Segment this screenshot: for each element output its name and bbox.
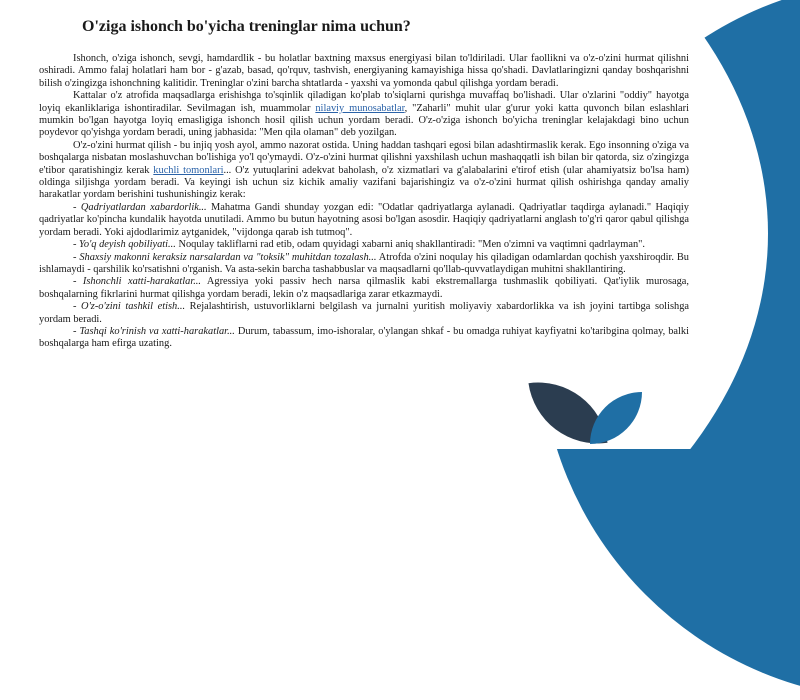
paragraph-text: , "Zaharli" muhit ular g'urur yoki katta quvonch bilan eslashlari mumkin bo'lgan hayotga loyiq emasligiga ishonch hosil qilish uchun yordam beradi. O'z-o'ziga ishonch bo'yicha treninglar kelajakdagi bino uchun poydevor qo'yishga yordam beradi, uning jabhasida: "Men qila olaman" deb yozilgan. bbox=[39, 102, 689, 139]
item-title: - Qadriyatlardan xabardorlik... bbox=[73, 201, 207, 213]
list-item bbox=[39, 276, 689, 301]
page-title: O'ziga ishonch bo'yicha treninglar nima uchun? bbox=[82, 18, 411, 35]
list-item bbox=[39, 326, 689, 351]
link-relationships[interactable]: nilaviy munosabatlar bbox=[315, 102, 405, 114]
item-title: - O'z-o'zini tashkil etish... bbox=[73, 301, 186, 313]
list-item bbox=[39, 301, 689, 326]
paragraph-text: ... O'z yutuqlarini adekvat baholash, o'z xizmatlari va g'alabalarini e'tirof etish (ular ahamiyatsiz bo'lsa ham) oldinga siljishga yordam beradi. Va keyingi ish uchun siz kichik amaliy vazifani bajarishingiz va o'z-o'zini hurmat qilish oshirishga qanday amaliy harakatlar yordam berishini tushunishingiz kerak: bbox=[39, 164, 689, 201]
item-text: Durum, tabassum, imo-ishoralar, o'ylangan shkaf - bu omadga ruhiyat kayfiyatni ko'taribgina qolmay, balki boshqalarga ham efirga uzating. bbox=[39, 325, 689, 350]
list-item bbox=[39, 202, 689, 239]
paragraph-adults bbox=[39, 90, 689, 140]
item-title: - Shaxsiy makonni keraksiz narsalardan va "toksik" muhitdan tozalash... bbox=[73, 251, 377, 263]
item-title: - Yo'q deyish qobiliyati... bbox=[73, 239, 176, 251]
item-title: - Ishonchli xatti-harakatlar... bbox=[73, 276, 202, 288]
list-item bbox=[39, 252, 689, 277]
item-title: - Tashqi ko'rinish va xatti-harakatlar... bbox=[73, 325, 235, 337]
item-text: Mahatma Gandi shunday yozgan edi: "Odatlar qadriyatlarga aylanadi. Qadriyatlar taqdirga aylanadi." Haqiqiy qadriyatlar ko'pincha kundalik hayotda unutiladi. Ammo bu butun hayotning asosi bo'lgan asosdir. Haqiqiy qadriyatlarni anglash to'g'ri qaror qabul qilishga yordam beradi. Yoki ajdodlarimiz aytganidek, "vijdonga qarab ish tutmoq". bbox=[39, 201, 690, 238]
link-strengths[interactable]: kuchli tomonlari bbox=[153, 164, 224, 176]
paragraph-text: O'z-o'zini hurmat qilish - bu injiq yosh ayol, ammo nazorat ostida. Uning haddan tashqari egosi bilan adashtirmaslik kerak. Ego insonning o'ziga va boshqalarga nisbatan moslashuvchan bo'lishiga yo'l qo'ymaydi. O'z-o'zini hurmat qilishni yaxshilash uchun mashaqqatli ish bilan bir qatorda, siz o'zingizga e'tibor qaratishingiz kerak bbox=[39, 139, 689, 176]
document-body bbox=[39, 53, 689, 351]
paragraph-intro: Ishonch, o'ziga ishonch, sevgi, hamdardlik - bu holatlar baxtning maxsus energiyasi bilan to'ldiriladi. Ular faollikni va o'z-o'zini hurmat qilishni oshiradi. Ammo falaj holatlari ham bor - g'azab, basad, qo'rquv, tashvish, energiyaning kamayishiga hissa qo'shadi. Davlatlaringizni qanday boshqarishni bilish o'zingizga ishonchning kalitidir. Treninglar o'zini barcha shtatlarda - yaxshi va yomonda qabul qilishga yordam beradi. bbox=[39, 53, 689, 89]
item-text: Agressiya yoki passiv hech narsa qilmaslik kabi ekstremallarga tushmaslik qobiliyati. Qat'iylik murosaga, boshqalarning fikrlarini hurmat qilishga yordam beradi, lekin o'z maqsadlariga zarar etkazmaydi. bbox=[39, 276, 690, 300]
paragraph-text: Kattalar o'z atrofida maqsadlarga erishishga to'sqinlik qiladigan ko'plab to'siqlarni qurishga muvaffaq bo'lishadi. Ular o'zlarini "oddiy" hayotga loyiq ekanliklariga ishontiradilar. Sevilmagan ish, muammolar bbox=[39, 90, 689, 114]
list-item bbox=[39, 239, 689, 251]
item-text: Noqulay takliflarni rad etib, odam quyidagi xabarni aniq shakllantiradi: "Men o'zimni va vaqtimni qadrlayman". bbox=[175, 239, 646, 251]
item-text: Rejalashtirish, ustuvorliklarni belgilash va jurnalni yuritish moliyaviy xabardorlikka va ish joyini tartibga solishga yordam beradi. bbox=[39, 301, 690, 325]
item-text: Atrofda o'zini noqulay his qiladigan odamlardan qochish yaxshiroqdir. Bu ishlamaydi - qarshilik ko'rsatishni o'rganish. Va asta-sekin barcha tashabbuslar va maqsadlarni qo'llab-quvvatlaydigan muhitni shakllantiring. bbox=[39, 251, 689, 275]
paragraph-self-respect bbox=[39, 140, 689, 202]
